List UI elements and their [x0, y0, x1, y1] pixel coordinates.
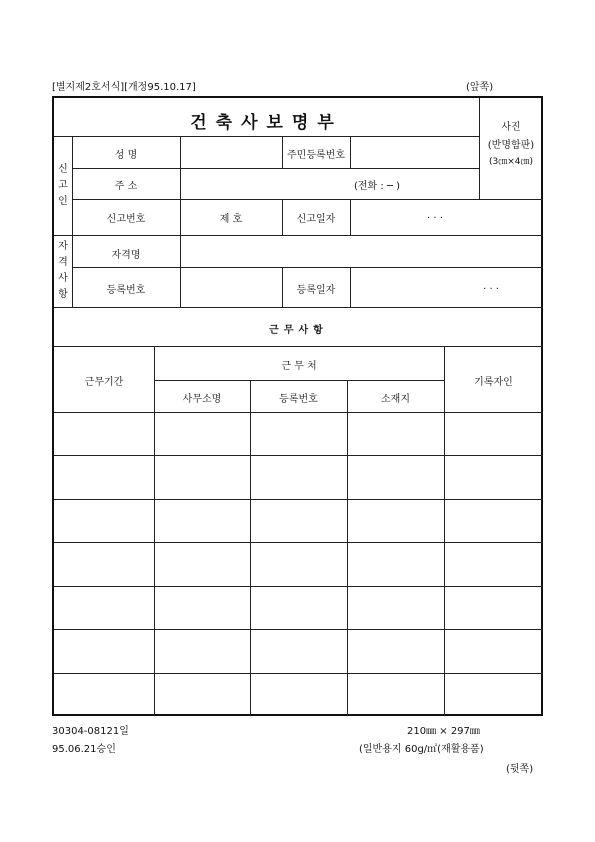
- row-divider-qualification: [54, 307, 543, 308]
- paper-spec: (일반용지 60g/㎡(재활용품): [359, 744, 484, 755]
- recorder-seal-header: 기록자인: [474, 377, 513, 388]
- work-section-title: 근무사항: [269, 325, 328, 336]
- office-registration-header: 등록번호: [279, 394, 318, 405]
- work-row-divider: [54, 499, 543, 500]
- row-divider-name: [72, 168, 479, 169]
- work-row-divider: [54, 673, 543, 674]
- photo-size-label: (반명함판): [487, 140, 535, 151]
- page-side-front: (앞쪽): [466, 82, 494, 93]
- page-side-back: (뒷쪽): [506, 764, 534, 775]
- row-divider-report: [54, 235, 543, 236]
- row-divider-work-title: [54, 346, 543, 347]
- name-label: 성 명: [114, 150, 138, 161]
- paper-size: 210㎜ × 297㎜: [407, 726, 480, 737]
- work-row-divider: [54, 629, 543, 630]
- form-title: 건축사보명부: [190, 113, 343, 133]
- report-date-value: . . .: [427, 210, 443, 221]
- qualification-group-label: 자격사항: [58, 241, 68, 300]
- col-divider-rrn-right: [350, 136, 351, 168]
- photo-label: 사진: [501, 122, 521, 133]
- work-col-divider-4: [444, 346, 445, 716]
- work-header-bottom: [54, 412, 543, 413]
- registration-date-value: . . .: [483, 281, 499, 292]
- workplace-header: 근 무 처: [281, 361, 317, 372]
- registry-form: [52, 96, 543, 716]
- report-number-label: 신고번호: [106, 214, 146, 225]
- registration-number-label: 등록번호: [106, 285, 146, 296]
- col-divider-top-1: [180, 136, 181, 199]
- photo-box-bottom-border: [479, 199, 543, 200]
- location-header: 소재지: [381, 394, 410, 405]
- work-row-divider: [54, 586, 543, 587]
- row-divider-cert: [72, 267, 543, 268]
- office-name-header: 사무소명: [182, 394, 222, 405]
- approval-date: 95.06.21승인: [52, 744, 116, 755]
- address-label: 주 소: [114, 181, 138, 192]
- work-period-header: 근무기간: [84, 377, 124, 388]
- reporter-group-label: 신고인: [58, 164, 68, 207]
- work-col-divider-2: [250, 380, 251, 716]
- report-number-value: 제 호: [219, 214, 243, 225]
- workplace-subheader-divider: [154, 380, 444, 381]
- form-number: [별지제2호서식][개정95.10.17]: [52, 82, 196, 93]
- photo-dimension-label: (3㎝×4㎝): [488, 157, 534, 167]
- work-col-divider-3: [347, 380, 348, 716]
- title-divider: [54, 136, 479, 137]
- report-date-label: 신고일자: [296, 214, 336, 225]
- registration-date-label: 등록일자: [296, 285, 336, 296]
- row-divider-address: [72, 199, 479, 200]
- cert-name-label: 자격명: [111, 250, 141, 261]
- phone-field: (전화 : ─ ): [354, 181, 401, 192]
- work-row-divider: [54, 455, 543, 456]
- rrn-label: 주민등록번호: [287, 150, 345, 161]
- col-divider-qual-1: [180, 235, 181, 307]
- form-code: 30304-08121일: [52, 726, 129, 737]
- work-row-divider: [54, 542, 543, 543]
